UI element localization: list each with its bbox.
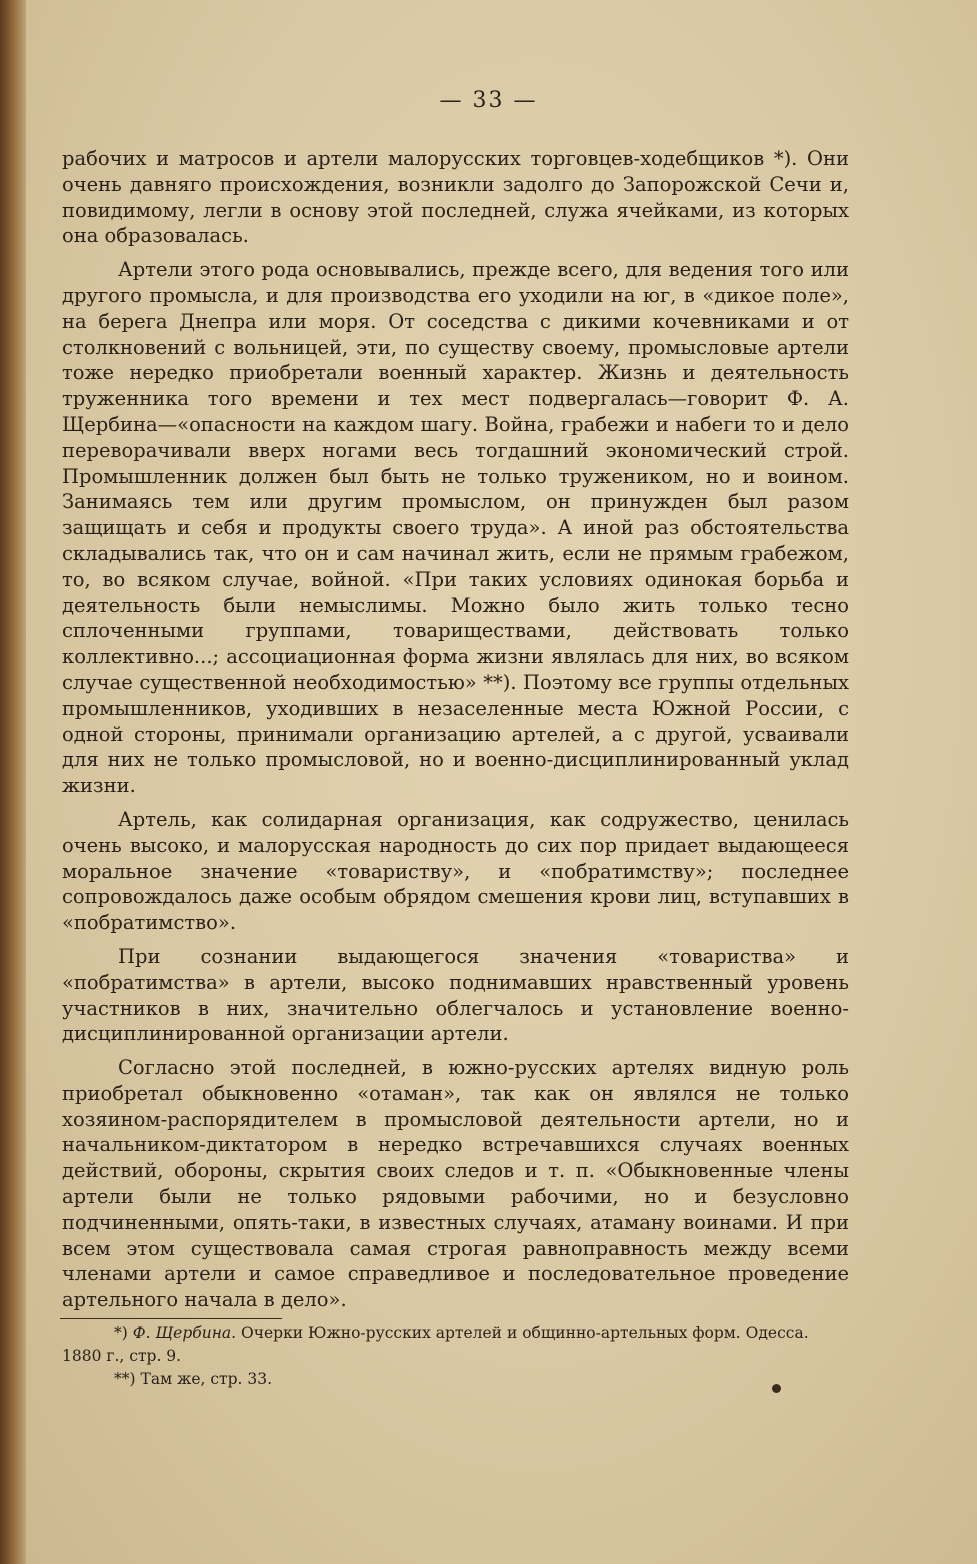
footnote-divider — [60, 1318, 282, 1319]
paragraph: Артель, как солидарная организация, как содружество, ценилась очень высоко, и малорусская народность до сих пор придает выдающееся моральное значение «товариству», и «побратимству»; последнее сопровождалось даже особым обрядом смешения крови лиц, вступавших в «побратимство». — [62, 807, 849, 935]
footnote-text: Там же, стр. 33. — [140, 1370, 273, 1388]
footnotes — [62, 1322, 849, 1391]
paragraph-continuation: рабочих и матросов и артели малорусских торговцев-ходебщиков *). Они очень давняго происхождения, возникли задолго до Запорожской Сечи и, повидимому, легли в основу этой последней, служа ячейками, из которых она образовалась. — [62, 147, 849, 248]
paragraph: При сознании выдающегося значения «товариства» и «побратимства» в артели, высоко поднимавших нравственный уровень участников в них, значительно облегчалось и установление военно-дисциплинированной организации артели. — [62, 944, 849, 1046]
main-text — [62, 146, 849, 1313]
page-number: — 33 — — [439, 88, 538, 113]
footnote-2 — [62, 1368, 849, 1391]
page-spine-shadow — [0, 0, 26, 1564]
footnote-text: Очерки Южно-русских артелей и общинно-артельных форм. Одесса. 1880 г., стр. 9. — [62, 1324, 809, 1365]
footnote-marker: **) — [114, 1370, 136, 1388]
footnote-1 — [62, 1322, 849, 1368]
ink-speck — [772, 1384, 781, 1393]
footnote-author: Ф. Щербина. — [132, 1324, 237, 1342]
footnote-marker: *) — [114, 1324, 128, 1342]
paragraph: Артели этого рода основывались, прежде всего, для ведения того или другого промысла, и для производства его уходили на юг, в «дикое поле», на берега Днепра или моря. От соседства с дикими кочевниками и от столкновений с вольницей, эти, по существу своему, промысловые артели тоже нередко приобретали военный характер. Жизнь и деятельность труженника того времени и тех мест подвергалась—говорит Ф. А. Щербина—«опасности на каждом шагу. Война, грабежи и набеги то и дело переворачивали вверх ногами весь тогдашний экономический строй. Промышленник должен был быть не только тружеником, но и воином. Занимаясь тем или другим промыслом, он принужден был разом защищать и себя и продукты своего труда». А иной раз обстоятельства складывались так, что он и сам начинал жить, если не прямым грабежом, то, во всяком случае, войной. «При таких условиях одинокая борьба и деятельность были немыслимы. Можно было жить только тесно сплоченными группами, товариществами, действовать только коллективно...; ассоциационная форма жизни являлась для них, во всяком случае существенной необходимостью» **). Поэтому все группы отдельных промышленников, уходивших в незаселенные места Южной России, с одной стороны, принимали организацию артелей, а с другой, усваивали для них не только промысловой, но и военно-дисциплинированный уклад жизни. — [62, 258, 849, 798]
paragraph: Согласно этой последней, в южно-русских артелях видную роль приобретал обыкновенно «отаман», так как он являлся не только хозяином-распорядителем в промысловой деятельности артели, но и начальником-диктатором в нередко встречавшихся случаях военных действий, обороны, скрытия своих следов и т. п. «Обыкновенные члены артели были не только рядовыми рабочими, но и безусловно подчиненными, опять-таки, в известных случаях, атаману воинами. И при всем этом существовала самая строгая равноправность между всеми членами артели и самое справедливое и последовательное проведение артельного начала в дело». — [62, 1056, 849, 1312]
